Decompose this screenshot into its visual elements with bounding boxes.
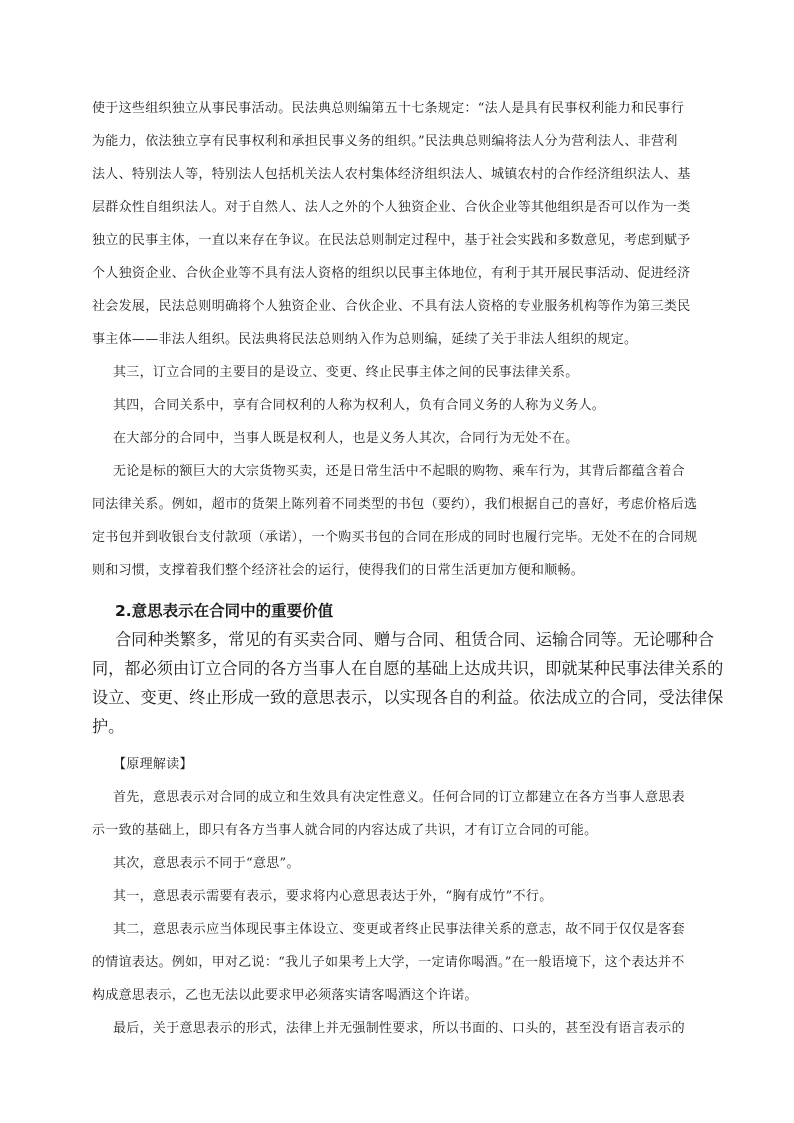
text-line: 层群众性自组织法人。对于自然人、法人之外的个人独资企业、合伙企业等其他组织是否可以作为一类 (92, 200, 691, 215)
subheading-label: 【原理解读】 (113, 757, 193, 772)
text-line: 无论是标的额巨大的大宗货物买卖，还是日常生活中不起眼的购物、乘车行为，其背后都蕴含着合 (113, 464, 685, 479)
text-line: 构成意思表示，乙也无法以此要求甲必须落实请客喝酒这个许诺。 (92, 988, 478, 1003)
text-line: 则和习惯，支撑着我们整个经济社会的运行，使得我们的日常生活更加方便和顺畅。 (92, 563, 585, 578)
text-line: 的情谊表达。例如，甲对乙说：“我儿子如果考上大学，一定请你喝酒。”在一般语境下，这个表达并不 (92, 955, 685, 970)
text-line: 其二，意思表示应当体现民事主体设立、变更或者终止民事法律关系的意志，故不同于仅仅是客套 (113, 922, 685, 937)
text-line: 法人、特别法人等，特别法人包括机关法人农村集体经济组织法人、城镇农村的合作经济组织法人、基 (92, 167, 691, 182)
text-line: 合同种类繁多，常见的有买卖合同、赠与合同、租赁合同、运输合同等。无论哪种合 (115, 630, 714, 649)
text-line: 其四，合同关系中，享有合同权利的人称为权利人，负有合同义务的人称为义务人。 (113, 398, 606, 413)
text-line: 使于这些组织独立从事民事活动。民法典总则编第五十七条规定：“法人是具有民事权利能力和民事行 (92, 101, 685, 116)
text-line: 独立的民事主体，一直以来存在争议。在民法总则制定过程中，基于社会实践和多数意见，考虑到赋予 (92, 233, 691, 248)
text-line: 同法律关系。例如，超市的货架上陈列着不同类型的书包（要约），我们根据自己的喜好，考虑价格后选 (92, 497, 698, 512)
text-line: 定书包并到收银台支付款项（承诺），一个购买书包的合同在形成的同时也履行完毕。无处不在的合同规 (92, 530, 698, 545)
text-line: 首先，意思表示对合同的成立和生效具有决定性意义。任何合同的订立都建立在各方当事人意思表 (113, 790, 685, 805)
text-line: 事主体——非法人组织。民法典将民法总则纳入作为总则编，延续了关于非法人组织的规定。 (92, 332, 638, 347)
text-line: 在大部分的合同中，当事人既是权利人，也是义务人其次，合同行为无处不在。 (113, 431, 579, 446)
text-line: 个人独资企业、合伙企业等不具有法人资格的组织以民事主体地位，有利于其开展民事活动、促进经济 (92, 266, 691, 281)
text-line: 其次，意思表示不同于“意思”。 (113, 856, 300, 871)
section-heading: 2.意思表示在合同中的重要价值 (115, 602, 334, 620)
text-line: 其一，意思表示需要有表示，要求将内心意思表达于外，“胸有成竹”不行。 (113, 889, 553, 904)
text-line: 护。 (92, 717, 125, 736)
text-line: 其三，订立合同的主要目的是设立、变更、终止民事主体之间的民事法律关系。 (113, 365, 579, 380)
text-line: 为能力，依法独立享有民事权利和承担民事义务的组织。”民法典总则编将法人分为营利法人、非营利 (92, 134, 678, 149)
text-line: 社会发展，民法总则明确将个人独资企业、合伙企业、不具有法人资格的专业服务机构等作为第三类民 (92, 299, 691, 314)
text-line: 示一致的基础上，即只有各方当事人就合同的内容达成了共识，才有订立合同的可能。 (92, 823, 598, 838)
text-line: 最后，关于意思表示的形式，法律上并无强制性要求，所以书面的、口头的，甚至没有语言表示的 (113, 1021, 685, 1036)
text-line: 设立、变更、终止形成一致的意思表示，以实现各自的利益。依法成立的合同，受法律保 (92, 688, 724, 707)
text-line: 同，都必须由订立合同的各方当事人在自愿的基础上达成共识，即就某种民事法律关系的 (92, 659, 724, 678)
